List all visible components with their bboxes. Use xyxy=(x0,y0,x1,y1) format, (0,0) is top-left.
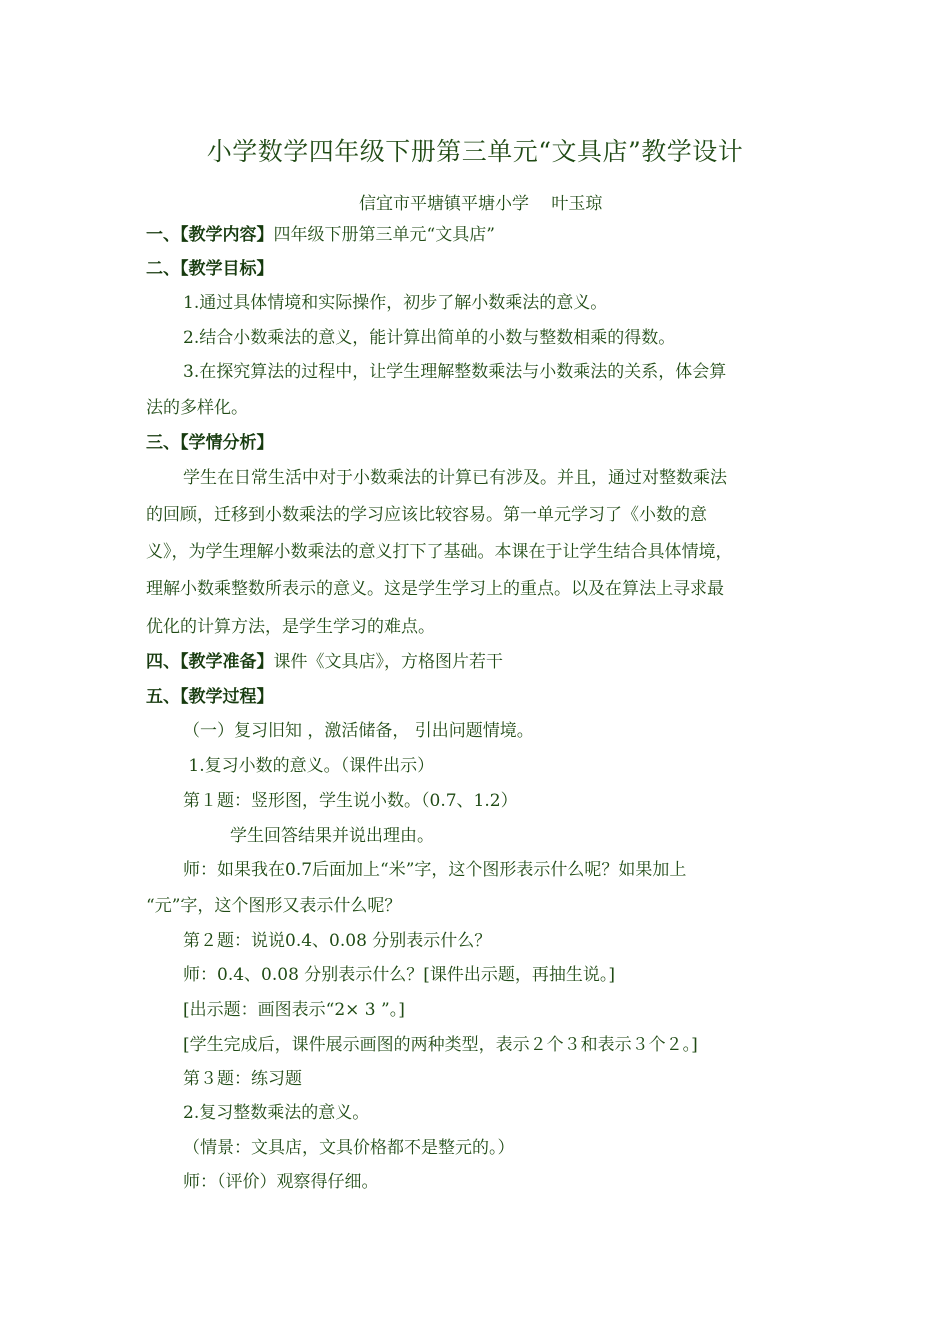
goal-item: 1.通过具体情境和实际操作，初步了解小数乘法的意义。 xyxy=(183,293,608,313)
analysis-paragraph-line: 义》，为学生理解小数乘法的意义打下了基础。本课在于让学生结合具体情境， xyxy=(146,542,733,562)
process-line: 师：（评价）观察得仔细。 xyxy=(183,1172,379,1192)
process-line: [出示题：画图表示“2× 3 ”。] xyxy=(183,1000,405,1020)
document-title: 小学数学四年级下册第三单元“文具店”教学设计 xyxy=(206,137,744,166)
process-line: 师：如果我在0.7后面加上“米”字，这个图形表示什么呢？如果加上 xyxy=(183,860,687,880)
process-line: 学生回答结果并说出理由。 xyxy=(230,826,434,846)
process-line: 第１题：竖形图，学生说小数。（0.7、1.2） xyxy=(183,791,518,811)
process-line: 2.复习整数乘法的意义。 xyxy=(183,1103,370,1123)
process-line: 第２题：说说0.4、0.08 分别表示什么？ xyxy=(183,931,492,951)
section-heading-analysis: 三、【学情分析】 xyxy=(146,433,274,453)
analysis-paragraph-line: 学生在日常生活中对于小数乘法的计算已有涉及。并且，通过对整数乘法 xyxy=(183,468,727,488)
goal-item-continued: 法的多样化。 xyxy=(146,398,248,418)
section-heading: 四、【教学准备】 xyxy=(146,652,274,672)
section-teaching-preparation xyxy=(146,651,503,673)
goal-item: 2.结合小数乘法的意义，能计算出简单的小数与整数相乘的得数。 xyxy=(183,328,676,348)
analysis-paragraph-line: 优化的计算方法，是学生学习的难点。 xyxy=(146,617,435,637)
process-line: （一）复习旧知 ，激活储备， 引出问题情境。 xyxy=(183,721,534,741)
process-line: （情景：文具店，文具价格都不是整元的。） xyxy=(183,1138,515,1158)
goal-item: 3.在探究算法的过程中，让学生理解整数乘法与小数乘法的关系，体会算 xyxy=(183,362,727,382)
analysis-paragraph-line: 的回顾，迁移到小数乘法的学习应该比较容易。第一单元学习了《小数的意 xyxy=(146,505,707,525)
document-author: 信宜市平塘镇平塘小学 叶玉琼 xyxy=(359,194,603,214)
section-heading-goals: 二、【教学目标】 xyxy=(146,259,274,279)
analysis-paragraph-line: 理解小数乘整数所表示的意义。这是学生学习上的重点。以及在算法上寻求最 xyxy=(146,579,724,599)
process-line: [学生完成后，课件展示画图的两种类型，表示２个３和表示３个２。] xyxy=(183,1035,698,1055)
process-line: 1.复习小数的意义。（课件出示） xyxy=(183,756,435,776)
process-line: “元”字，这个图形又表示什么呢？ xyxy=(146,896,402,916)
process-line: 师：0.4、0.08 分别表示什么？[课件出示题，再抽生说。] xyxy=(183,965,616,985)
section-text: 四年级下册第三单元“文具店” xyxy=(273,225,495,245)
section-text: 课件《文具店》，方格图片若干 xyxy=(273,652,503,672)
section-teaching-content xyxy=(146,224,495,246)
section-heading: 一、【教学内容】 xyxy=(146,225,274,245)
process-line: 第３题：练习题 xyxy=(183,1069,302,1089)
section-heading-process: 五、【教学过程】 xyxy=(146,687,274,707)
